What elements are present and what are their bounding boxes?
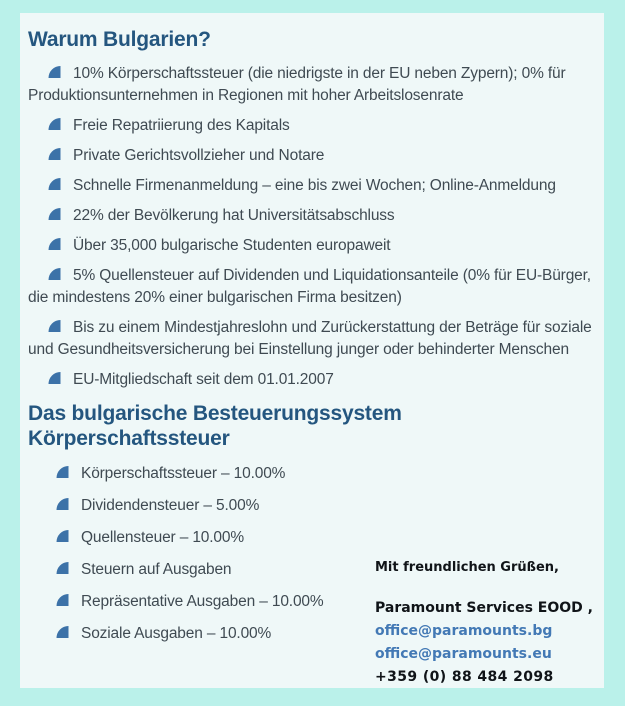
list-item-text: Private Gerichtsvollzieher und Notare: [73, 147, 325, 164]
bullet-triangle-icon: [46, 559, 69, 581]
list-item-text: Freie Repatriierung des Kapitals: [73, 117, 290, 134]
list-item-text: Dividendensteuer – 5.00%: [81, 497, 260, 514]
list-item-text: Steuern auf Ausgaben: [81, 561, 232, 578]
bullet-triangle-icon: [38, 115, 61, 137]
section1-title: Warum Bulgarien?: [28, 28, 211, 51]
list-item: [28, 369, 599, 391]
list-item-text: Bis zu einem Mindestjahreslohn und Zurückerstattung der Beträge für soziale und Gesundheitsversicherung bei Einstellung junger oder behinderter Menschen: [28, 319, 592, 358]
list-item-text: 5% Quellensteuer auf Dividenden und Liquidationsanteile (0% für EU-Bürger, die mindestens 20% einer bulgarischen Firma besitzen): [28, 267, 591, 306]
signature-company-name: Paramount Services EOOD ,: [375, 600, 593, 616]
list-item: [36, 527, 599, 549]
bullet-triangle-icon: [46, 495, 69, 517]
list-item: [36, 495, 599, 517]
bullet-triangle-icon: [46, 463, 69, 485]
list-item: [28, 175, 599, 197]
bullet-triangle-icon: [38, 175, 61, 197]
bullet-triangle-icon: [38, 369, 61, 391]
section2-title: [28, 401, 599, 451]
bullet-triangle-icon: [38, 205, 61, 227]
list-item-text: Repräsentative Ausgaben – 10.00%: [81, 593, 324, 610]
list-item-text: Schnelle Firmenanmeldung – eine bis zwei Wochen; Online-Anmeldung: [73, 177, 556, 194]
bullet-triangle-icon: [46, 527, 69, 549]
list-item: [28, 115, 599, 137]
list-item-text: EU-Mitgliedschaft seit dem 01.01.2007: [73, 371, 334, 388]
list-item-text: 22% der Bevölkerung hat Universitätsabschluss: [73, 207, 395, 224]
list-item: [28, 145, 599, 167]
signature-phone-number: +359 (0) 88 484 2098: [375, 669, 554, 685]
bullet-triangle-icon: [38, 145, 61, 167]
list-item: [28, 317, 599, 361]
list-item: [28, 205, 599, 227]
bullet-triangle-icon: [38, 317, 61, 339]
list-item: [28, 63, 599, 107]
list-item: [28, 265, 599, 309]
bullet-triangle-icon: [38, 63, 61, 85]
email-link-eu[interactable]: office@paramounts.eu: [375, 646, 552, 662]
list-item-text: Quellensteuer – 10.00%: [81, 529, 245, 546]
list-item-text: Soziale Ausgaben – 10.00%: [81, 625, 272, 642]
signature-greeting: Mit freundlichen Grüßen,: [375, 560, 559, 575]
list-item-text: 10% Körperschaftssteuer (die niedrigste in der EU neben Zypern); 0% für Produktionsunternehmen in Regionen mit hoher Arbeitslosenrate: [28, 65, 566, 104]
list-item: [36, 463, 599, 485]
section2-title-line1: Das bulgarische Besteuerungssystem: [28, 402, 402, 425]
bullet-triangle-icon: [46, 591, 69, 613]
email-link-bg[interactable]: office@paramounts.bg: [375, 623, 553, 639]
list-item-text: Über 35,000 bulgarische Studenten europaweit: [73, 237, 391, 254]
list-item-text: Körperschaftssteuer – 10.00%: [81, 465, 286, 482]
bullet-triangle-icon: [38, 265, 61, 287]
signature-block: [375, 560, 593, 689]
bullet-triangle-icon: [46, 623, 69, 645]
bullet-triangle-icon: [38, 235, 61, 257]
list-item: [28, 235, 599, 257]
section2-title-line2: Körperschaftssteuer: [28, 427, 230, 450]
why-bulgaria-list: [28, 63, 599, 391]
